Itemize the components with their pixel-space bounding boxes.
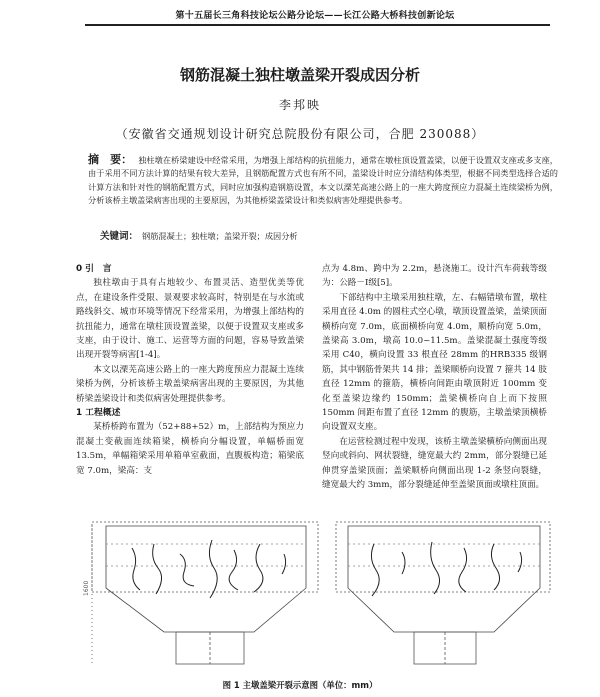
left-column bbox=[76, 262, 304, 478]
figure-caption: 图 1 主墩盖梁开裂示意图（单位：mm） bbox=[222, 680, 378, 690]
header-rule bbox=[85, 24, 550, 26]
paragraph: 下部结构中主墩采用独柱墩，左、右幅错墩布置，墩柱采用直径 4.0m 的圆柱式空心墩，墩顶设置盖梁，盖梁顶面横桥向宽 7.0m，底面横桥向宽 4.0m，顺桥向宽 5.0m，盖梁高 3.0m，墩高 10.0~11.5m。盖梁混凝土强度等级采用 C40，横向设置 33 根直径 28mm 的HRB335 级钢筋，其中钢筋骨架共 14 排；盖梁顺桥向设置 7 箍共 14 肢直径 12mm 的箍筋，横桥向间距由墩顶附近 100mm 变化至盖梁边缘约 150mm；盖梁横桥向自上而下按照 150mm 间距布置了直径 12mm 的腹筋，主墩盖梁顶横桥向设置双支座。 bbox=[322, 292, 547, 433]
paper-author: 李邦映 bbox=[278, 98, 321, 112]
dimension-label: 1600 bbox=[83, 580, 90, 596]
abstract bbox=[88, 153, 558, 208]
abstract-text: 独柱墩在桥梁建设中经常采用，为增强上部结构的抗扭能力，通常在墩柱顶设置盖梁，以便于设置双支座或多支座，由于采用不同方法计算的结果有较大差异，且钢筋配置方式也有所不同，盖梁设计时应分清结构体类型，根据不同类型选择合适的计算方法和针对性的钢筋配置方式，同时应加强构造钢筋设置，本文以溧芜高速公路上的一座大跨度预应力混凝土连续梁桥为例，分析该桥主墩盖梁病害出现的主要原因，为其他桥梁盖梁设计和类似病害处理提供参考。 bbox=[88, 155, 558, 206]
keywords bbox=[100, 228, 560, 242]
paragraph: 本文以溧芜高速公路上的一座大跨度预应力混凝土连续梁桥为例，分析该桥主墩盖梁病害出现的主要原因，为其他桥梁盖梁设计和类似病害处理提供参考。 bbox=[76, 364, 304, 404]
cap-beam-elevation-left bbox=[92, 522, 318, 664]
paper-affiliation: （安徽省交通规划设计研究总院股份有限公司，合肥 230088） bbox=[115, 127, 485, 141]
paragraph: 点为 4.8m、跨中为 2.2m，悬浇施工。设计汽车荷载等级为：公路－Ⅰ级[5]。 bbox=[322, 264, 547, 289]
cap-beam-elevation-right bbox=[336, 522, 550, 664]
crack-lines-right bbox=[371, 542, 521, 596]
paper-title: 钢筋混凝土独柱墩盖梁开裂成因分析 bbox=[179, 66, 420, 84]
section-1-heading: 1 工程概述 bbox=[76, 408, 121, 419]
abstract-label: 摘 要： bbox=[88, 153, 133, 166]
crack-diagram-figure bbox=[84, 514, 558, 669]
running-header: 第十五届长三角科技论坛公路分论坛——长江公路大桥科技创新论坛 bbox=[175, 11, 455, 21]
paragraph: 在运营检测过程中发现，该桥主墩盖梁横桥向侧面出现竖向或斜向、网状裂缝，缝宽最大约 2mm，部分裂缝已延伸贯穿盖梁顶面；盖梁顺桥向侧面出现 1-2 条竖向裂缝，缝宽最大约 3mm，部分裂缝延伸至盖梁顶面或墩柱顶面。 bbox=[322, 436, 547, 491]
right-column bbox=[322, 262, 547, 493]
crack-lines-left bbox=[132, 540, 286, 598]
paragraph: 独柱墩由于具有占地较少、布置灵活、造型优美等优点，在建设条件受限、景观要求较高时，特别是在与水流或路线斜交、城市环境等情况下经常采用，为增强上部结构的抗扭能力，通常在墩柱顶设置盖梁，以便于设置双支座或多支座，由于设计、施工、运营等方面的问题，容易导致盖梁出现开裂等病害[1-4]。 bbox=[76, 278, 304, 361]
paragraph: 某桥桥跨布置为（52+88+52）m，上部结构为预应力混凝土变截面连续箱梁，横桥向分幅设置，单幅桥面宽 13.5m，单幅箱梁采用单箱单室截面，直腹板构造；箱梁底宽 7.0m，梁高：支 bbox=[76, 422, 304, 476]
keywords-text: 钢筋混凝土；独柱墩；盖梁开裂；成因分析 bbox=[142, 231, 298, 241]
keywords-label: 关键词： bbox=[100, 231, 139, 242]
section-0-heading: 0 引 言 bbox=[76, 264, 112, 274]
